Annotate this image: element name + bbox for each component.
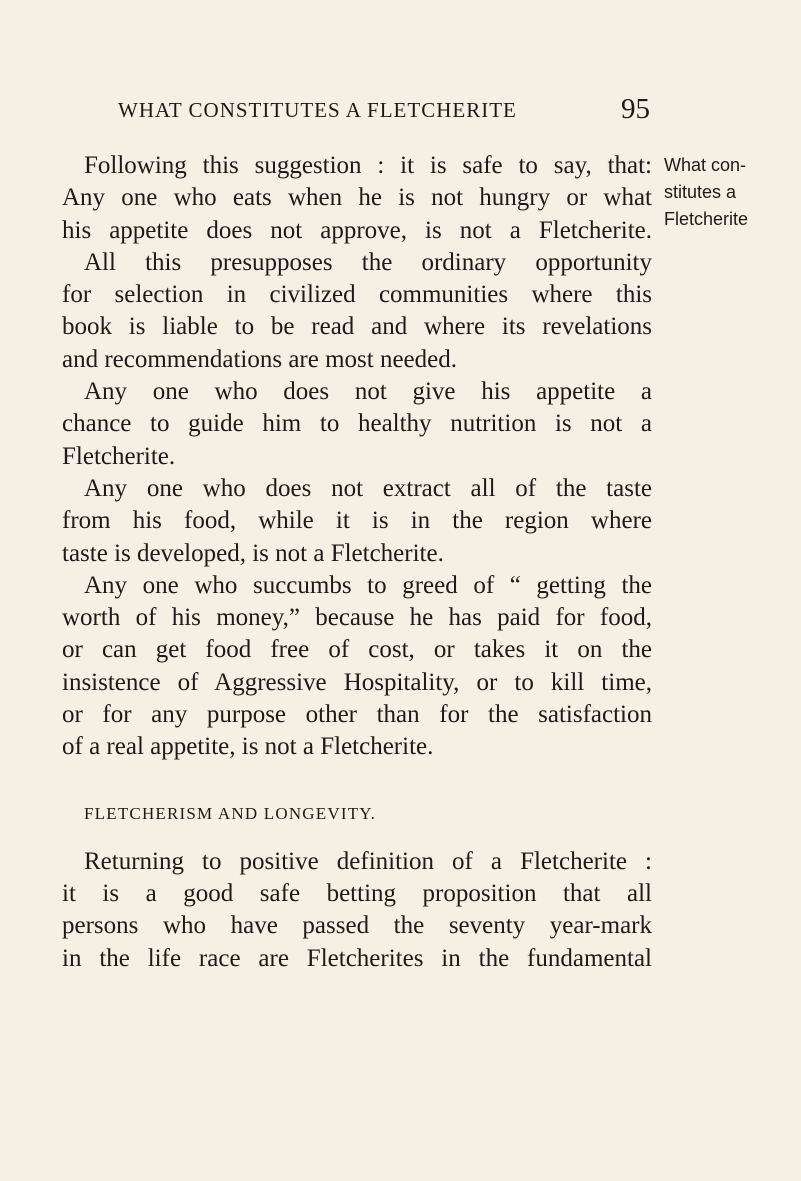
text-line: it is a good safe betting proposition that all — [62, 879, 652, 907]
text-line: Returning to positive definition of a Fletcherite : — [84, 847, 652, 875]
page-number: 95 — [621, 93, 650, 125]
text-line: persons who have passed the seventy year-mark — [62, 912, 652, 940]
text-line: worth of his money,” because he has paid for food, — [62, 604, 652, 632]
text-line: his appetite does not approve, is not a Fletcherite. — [62, 216, 652, 244]
text-line: Any one who does not give his appetite a — [84, 378, 652, 406]
text-line: or can get food free of cost, or takes it on the — [62, 636, 652, 664]
running-header — [118, 93, 650, 128]
text-line: Any one who succumbs to greed of “ getting the — [84, 571, 652, 599]
spacer — [62, 764, 652, 797]
text-line: from his food, while it is in the region where — [62, 507, 652, 535]
text-line: Following this suggestion : it is safe to say, that: — [84, 152, 652, 179]
text-line: All this presupposes the ordinary opportunity — [84, 248, 652, 276]
margin-note-line: Fletcherite — [664, 209, 749, 229]
text-line: Any one who does not extract all of the taste — [84, 474, 652, 502]
margin-note-line: stitutes a — [664, 182, 737, 202]
text-line: for selection in civilized communities where this — [62, 281, 652, 309]
running-title: WHAT CONSTITUTES A FLETCHERITE — [118, 98, 517, 122]
text-line: Any one who eats when he is not hungry or what — [62, 184, 652, 212]
margin-note-line: What con- — [664, 155, 747, 175]
text-line: insistence of Aggressive Hospitality, or to kill time, — [62, 668, 652, 696]
body-text — [62, 150, 652, 975]
text-line: of a real appetite, is not a Fletcherite. — [62, 733, 434, 761]
spacer — [62, 831, 652, 846]
text-line: Fletcherite. — [62, 442, 176, 470]
text-line: and recommendations are most needed. — [62, 345, 457, 373]
text-line: in the life race are Fletcherites in the fundamental — [62, 944, 652, 972]
margin-note — [664, 152, 796, 233]
section-heading: FLETCHERISM AND LONGEVITY. — [84, 803, 377, 823]
text-line: book is liable to be read and where its revelations — [62, 313, 652, 341]
text-line: or for any purpose other than for the satisfaction — [62, 701, 652, 729]
text-line: chance to guide him to healthy nutrition is not a — [62, 410, 652, 438]
text-line: taste is developed, is not a Fletcherite. — [62, 539, 444, 567]
